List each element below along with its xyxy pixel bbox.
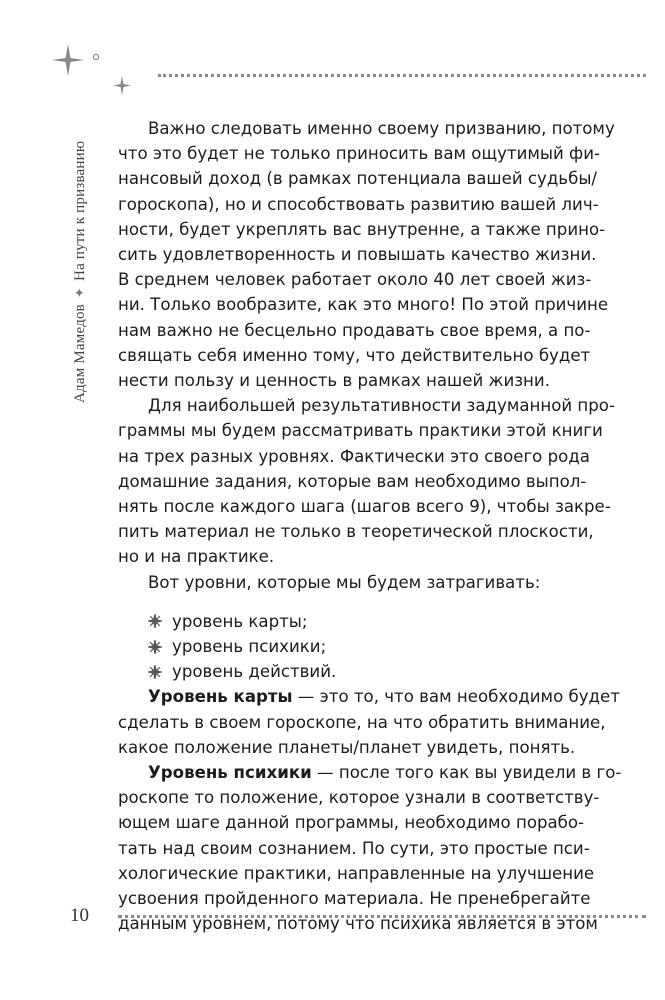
text-line: усвоения пройденного материала. Не пренебрегайте (118, 889, 591, 909)
text-line: хологические практики, направленные на улучшение (118, 863, 595, 883)
text-line: В среднем человек работает около 40 лет своей жиз- (118, 270, 592, 290)
text-line (118, 684, 620, 709)
book-title: На пути к призванию (72, 140, 88, 281)
text-line: нести пользу и ценность в рамках нашей жизни. (118, 371, 550, 391)
sparkles-decoration-icon (50, 38, 150, 98)
top-dotted-divider (158, 74, 646, 77)
levels-list (118, 609, 582, 685)
star-bullet-icon (148, 614, 162, 628)
text-fragment: — это то, что вам необходимо будет (292, 687, 620, 707)
text-line: Важно следовать именно своему призванию, потому (148, 119, 615, 138)
text-line (118, 760, 622, 785)
paragraph-3 (118, 570, 582, 595)
text-line: на трех разных уровнях. Фактически это своего рода (118, 446, 590, 466)
list-item-label: уровень карты; (172, 611, 308, 631)
text-line: данным уровнем, потому что психика является в этом (118, 914, 598, 934)
text-line: нам важно не бесцельно продавать свое время, а по- (118, 320, 591, 340)
text-line: какое положение планеты/планет увидеть, понять. (118, 737, 576, 757)
text-line: домашние задания, которые вам необходимо выпол- (118, 471, 587, 491)
list-item (118, 609, 582, 634)
text-line: тать над своим сознанием. По сути, это простые пси- (118, 838, 590, 858)
star-bullet-icon (148, 665, 162, 679)
term-level-psyche: Уровень психики (148, 763, 312, 783)
sparkle-icon: ✦ (72, 286, 87, 299)
text-line: сить удовлетворенность и повышать качество жизни. (118, 245, 597, 265)
page-body (118, 116, 622, 936)
text-line: свящать себя именно тому, что действительно будет (118, 345, 591, 365)
text-line: ющем шаге данной программы, необходимо порабо- (118, 813, 585, 833)
text-line: сделать в своем гороскопе, на что обратить внимание, (118, 712, 606, 732)
text-line: нять после каждого шага (шагов всего 9), чтобы закре- (118, 497, 611, 517)
bottom-dotted-divider (118, 915, 646, 918)
running-header (72, 103, 89, 403)
list-item (118, 659, 582, 684)
text-line: граммы мы будем рассматривать практики этой книги (118, 421, 603, 441)
paragraph-level-psyche (118, 760, 622, 936)
paragraph-level-map (118, 684, 620, 760)
term-level-map: Уровень карты (148, 687, 293, 707)
text-line: ни. Только вообразите, как это много! По этой причине (118, 295, 609, 315)
author-name: Адам Мамедов (72, 304, 88, 403)
list-item-label: уровень действий. (172, 662, 337, 682)
text-line: гороскопа), но и способствовать развитию вашей лич- (118, 194, 599, 214)
text-line: но и на практике. (118, 547, 275, 567)
paragraph-1 (118, 116, 615, 393)
text-line: нансовый доход (в рамках потенциала вашей судьбы/ (118, 169, 598, 189)
text-line: Для наибольшей результативности задуманной про- (148, 396, 615, 416)
text-line: Вот уровни, которые мы будем затрагивать: (148, 572, 541, 592)
text-line: пить материал не только в теоретической плоскости, (118, 522, 594, 542)
list-item-label: уровень психики; (172, 637, 327, 657)
star-bullet-icon (148, 640, 162, 654)
text-line: что это будет не только приносить вам ощутимый фи- (118, 144, 600, 164)
text-line: ности, будет укреплять вас внутренне, а также прино- (118, 219, 606, 239)
list-item (118, 634, 582, 659)
text-fragment: — после того как вы увидели в го- (311, 763, 622, 783)
text-line: роскопе то положение, которое узнали в соответству- (118, 788, 600, 808)
paragraph-2 (118, 393, 615, 569)
page-number: 10 (70, 905, 89, 926)
